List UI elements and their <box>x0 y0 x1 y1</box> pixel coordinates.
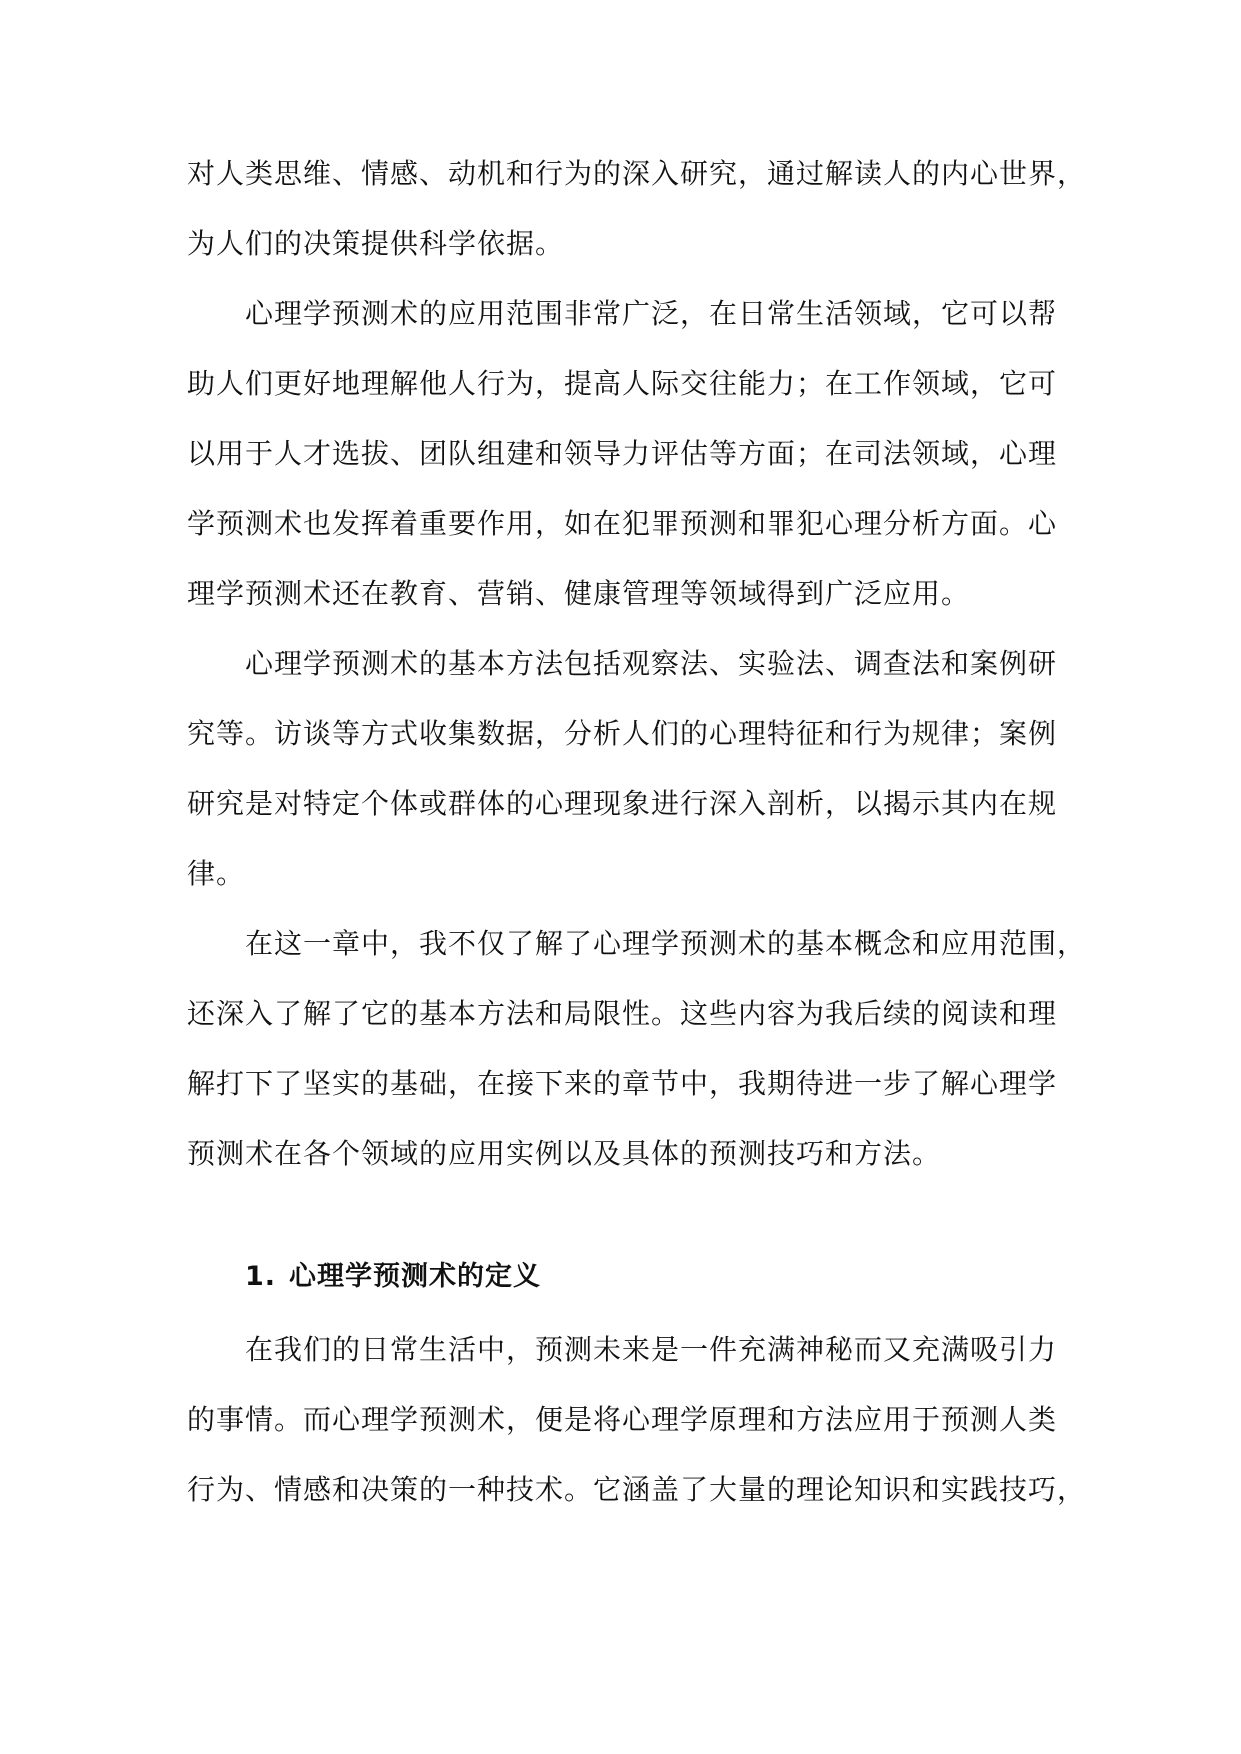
section-title: 心理学预测术的定义 <box>289 1261 541 1292</box>
document-body <box>187 139 1087 1525</box>
paragraph-line: 研究是对特定个体或群体的心理现象进行深入剖析，以揭示其内在规 <box>187 787 1058 820</box>
paragraph-line: 对人类思维、情感、动机和行为的深入研究，通过解读人的内心世界， <box>187 157 1087 190</box>
paragraph-line: 究等。访谈等方式收集数据，分析人们的心理特征和行为规律；案例 <box>187 717 1058 750</box>
paragraph-basic-methods <box>187 629 1058 909</box>
paragraph-line: 在这一章中，我不仅了解了心理学预测术的基本概念和应用范围， <box>245 927 1087 960</box>
paragraph-line: 行为、情感和决策的一种技术。它涵盖了大量的理论知识和实践技巧， <box>187 1473 1087 1506</box>
paragraph-line: 心理学预测术的基本方法包括观察法、实验法、调查法和案例研 <box>245 647 1058 680</box>
paragraph-application-scope <box>187 279 1058 629</box>
paragraph-line: 律。 <box>187 857 246 890</box>
paragraph-research-basis <box>187 139 1087 279</box>
paragraph-line: 的事情。而心理学预测术，便是将心理学原理和方法应用于预测人类 <box>187 1403 1058 1436</box>
paragraph-line: 预测术在各个领域的应用实例以及具体的预测技巧和方法。 <box>187 1137 942 1170</box>
paragraph-definition <box>187 1315 1087 1525</box>
paragraph-line: 心理学预测术的应用范围非常广泛，在日常生活领域，它可以帮 <box>245 297 1058 330</box>
paragraph-line: 还深入了解了它的基本方法和局限性。这些内容为我后续的阅读和理 <box>187 997 1058 1030</box>
paragraph-chapter-summary <box>187 909 1087 1189</box>
paragraph-line: 在我们的日常生活中，预测未来是一件充满神秘而又充满吸引力 <box>245 1333 1058 1366</box>
paragraph-line: 理学预测术还在教育、营销、健康管理等领域得到广泛应用。 <box>187 577 971 610</box>
section-number: 1. <box>245 1261 277 1292</box>
section-heading <box>187 1239 1055 1315</box>
paragraph-line: 解打下了坚实的基础，在接下来的章节中，我期待进一步了解心理学 <box>187 1067 1058 1100</box>
paragraph-line: 学预测术也发挥着重要作用，如在犯罪预测和罪犯心理分析方面。心 <box>187 507 1058 540</box>
paragraph-line: 以用于人才选拔、团队组建和领导力评估等方面；在司法领域，心理 <box>187 437 1058 470</box>
paragraph-line: 助人们更好地理解他人行为，提高人际交往能力；在工作领域，它可 <box>187 367 1058 400</box>
section-spacer <box>187 1189 1055 1239</box>
paragraph-line: 为人们的决策提供科学依据。 <box>187 227 565 260</box>
